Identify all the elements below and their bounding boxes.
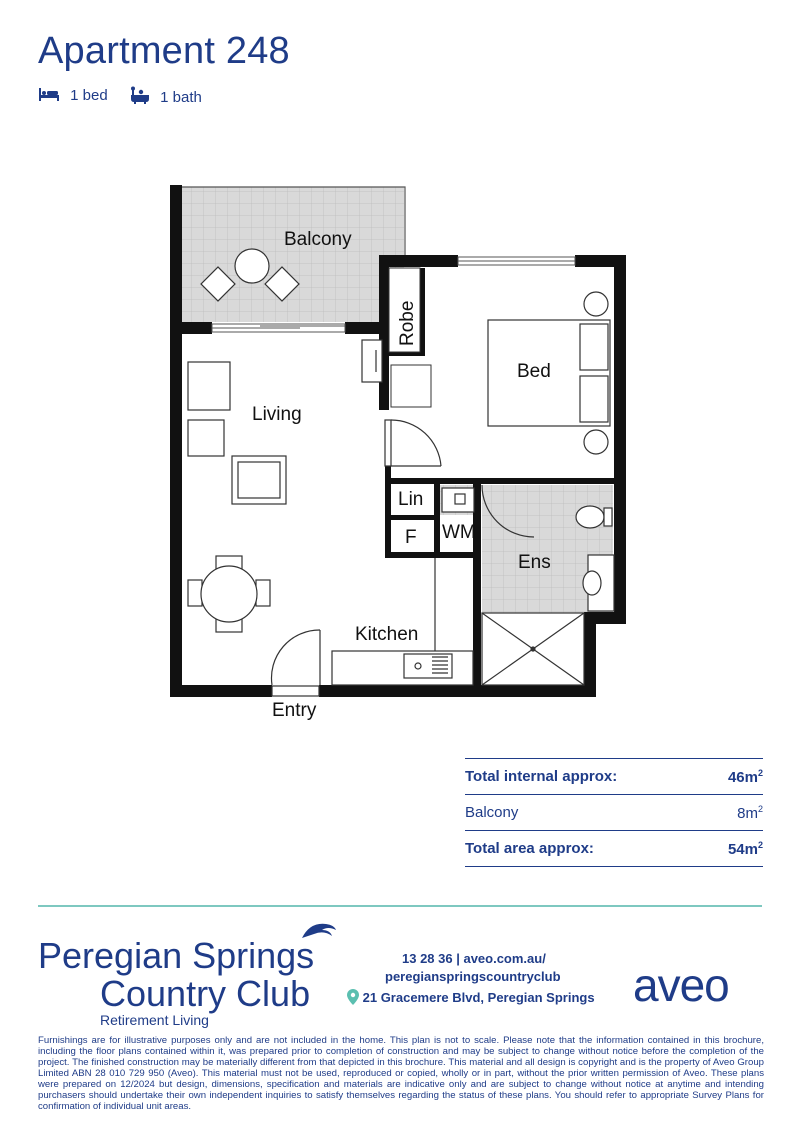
location-pin-icon xyxy=(347,989,359,1005)
kitchen-bench xyxy=(332,558,473,685)
area-value: $8m^2$ xyxy=(737,803,763,822)
room-label-bed: Bed xyxy=(517,361,551,382)
room-label-lin: Lin xyxy=(398,489,424,510)
area-label: Total area approx: xyxy=(465,840,594,857)
footer-divider xyxy=(38,905,762,907)
area-value: $46m^2$ xyxy=(727,767,763,786)
club-name-line2: Country Club xyxy=(100,973,311,1014)
area-row-balcony xyxy=(465,794,763,830)
area-row-total xyxy=(465,830,763,867)
room-label-ensuite: Ens xyxy=(518,552,551,573)
room-label-fridge: F xyxy=(405,527,417,548)
shower xyxy=(482,613,584,685)
balcony-floor xyxy=(182,187,404,322)
area-value: $54m^2$ xyxy=(727,839,763,858)
room-label-living: Living xyxy=(252,404,302,425)
area-label: Total internal approx: xyxy=(465,768,618,785)
area-label: Balcony xyxy=(465,804,519,821)
bath-count: 1 bath xyxy=(160,89,202,106)
laundry-fittings xyxy=(442,488,474,512)
hall-cupboard xyxy=(391,365,431,407)
area-row-internal xyxy=(465,758,763,794)
aveo-logo: aveo xyxy=(633,959,729,1011)
room-label-balcony: Balcony xyxy=(284,229,352,250)
contact-url[interactable]: peregianspringscountryclub xyxy=(385,969,561,984)
contact-phone[interactable]: 13 28 36 | aveo.com.au/ xyxy=(402,951,546,966)
room-label-robe: Robe xyxy=(397,300,418,346)
area-table xyxy=(465,758,763,867)
dining-set xyxy=(188,556,270,632)
room-label-entry: Entry xyxy=(272,700,317,721)
page-title: Apartment 248 xyxy=(38,30,290,72)
club-subtitle: Retirement Living xyxy=(100,1012,209,1028)
room-label-wm: WM xyxy=(442,522,476,543)
entry-door xyxy=(271,630,320,696)
room-label-kitchen: Kitchen xyxy=(355,624,419,645)
contact-address: 21 Gracemere Blvd, Peregian Springs xyxy=(347,989,595,1005)
bed-count: 1 bed xyxy=(70,87,108,104)
disclaimer-text: Furnishings are for illustrative purposes only and are not included in the home. This plan is not to scale. Please note that the information contained in this brochure, including the floor plans contained within it, was prepared prior to completion of construction and may be subject to change without notice before the completion of the project. The finished construction may be materially different from that depicted in this brochure. This material and all design is copyright and is the property of Aveo Group Limited ABN 28 010 729 950 (Aveo). This material must not be used, reproduced or copied, wholly or in part, without the prior written permission of Aveo. These plans were prepared on 12/2024 but design, dimensions, specification and materials are indicative only and are subject to change without notice at anytime and intending purchasers should undertake their own independent inquiries to satisfy themselves regarding the status of these plans. You should refer to appropriate Survey Plans for confirmation of individual unit areas. xyxy=(38,1035,764,1112)
club-name-line1: Peregian Springs xyxy=(38,935,315,976)
bedroom-door xyxy=(385,420,441,466)
